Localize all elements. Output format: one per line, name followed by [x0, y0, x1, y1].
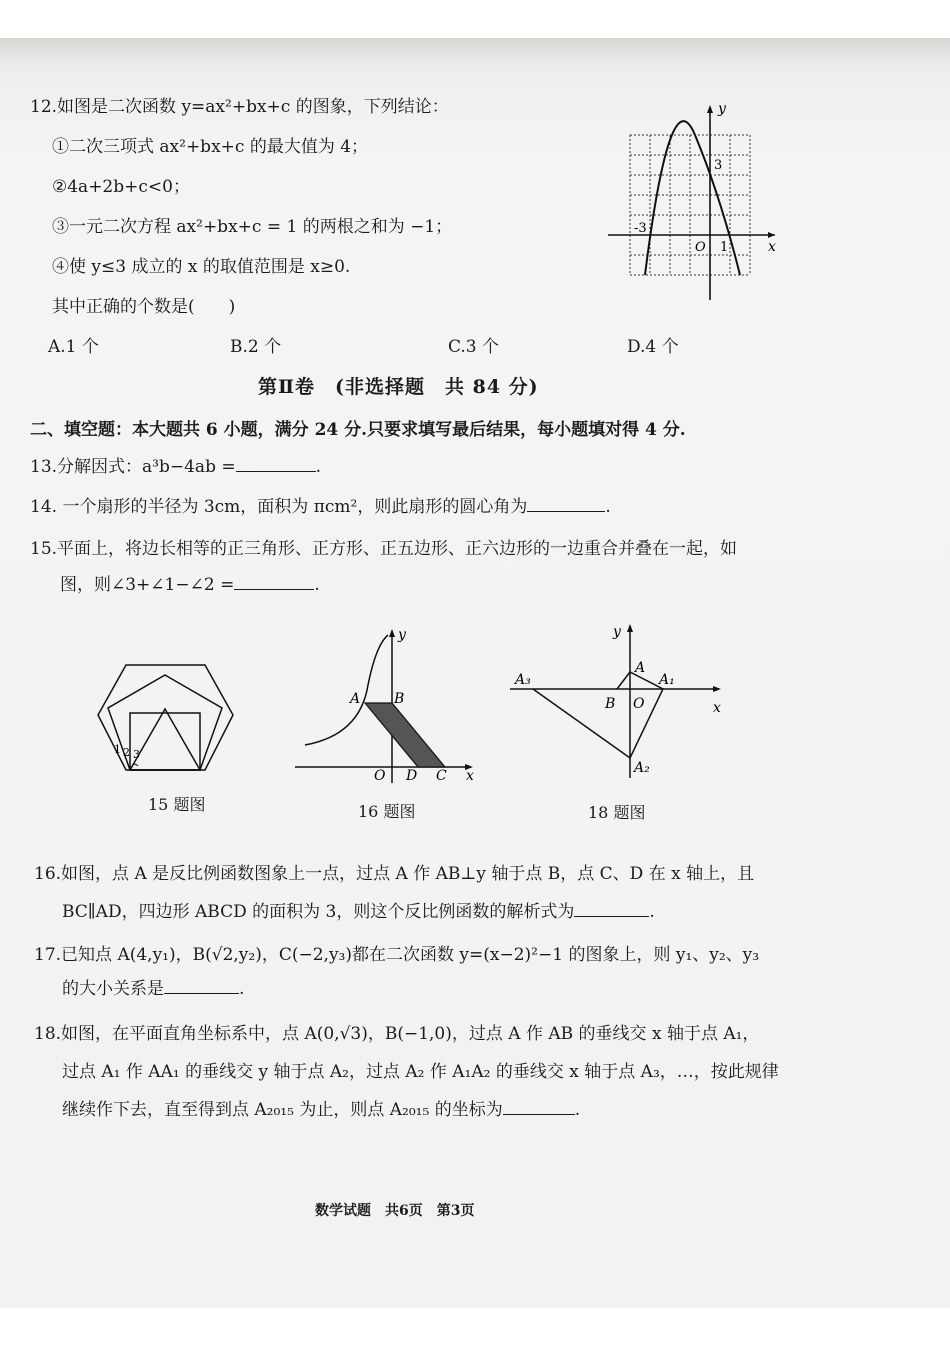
- fig16-label-a: A: [350, 691, 361, 707]
- q18-line-3: [62, 1098, 580, 1122]
- q12-statement-4: ④使 y≤3 成立的 x 的取值范围是 x≥0.: [52, 257, 351, 277]
- q18-answer-blank[interactable]: [503, 1098, 575, 1115]
- q12-label-neg3: -3: [634, 221, 647, 236]
- fig15-angle-1: 1: [114, 743, 121, 756]
- fig18-label-b: B: [605, 696, 616, 712]
- fig16-caption: 16 题图: [358, 802, 416, 821]
- q18-line-1: 18.如图，在平面直角坐标系中，点 A(0,√3)，B(−1,0)，过点 A 作 AB 的垂线交 x 轴于点 A₁，: [34, 1024, 760, 1044]
- fig16-label-b: B: [394, 691, 405, 707]
- q18-period: .: [574, 1100, 581, 1120]
- q16-text: BC∥AD，四边形 ABCD 的面积为 3，则这个反比例函数的解析式为: [62, 902, 575, 922]
- fig18-y-label: y: [613, 624, 621, 640]
- fig18-label-a2: A₂: [634, 760, 650, 776]
- fig18-label-a: A: [635, 660, 646, 676]
- q14: [30, 495, 611, 519]
- q12-option-b: B.2 个: [230, 337, 282, 357]
- fig18-label-a3: A₃: [515, 672, 531, 688]
- q13-answer-blank[interactable]: [236, 455, 316, 472]
- q12-label-1: 1: [720, 240, 729, 255]
- q18-text: 继续作下去，直至得到点 A₂₀₁₅ 为止，则点 A₂₀₁₅ 的坐标为: [62, 1100, 503, 1120]
- q16-line-2: [62, 900, 655, 924]
- q15-line-1: 15.平面上，将边长相等的正三角形、正方形、正五边形、正六边形的一边重合并叠在一起，如: [30, 539, 738, 559]
- q14-text: 14. 一个扇形的半径为 3cm，面积为 πcm²，则此扇形的圆心角为: [30, 497, 528, 517]
- q13-period: .: [315, 457, 321, 477]
- q12-x-label: x: [768, 239, 776, 255]
- section-fill-in: 二、填空题：本大题共 6 小题，满分 24 分.只要求填写最后结果，每小题填对得 4 分.: [30, 420, 686, 440]
- fig15-angle-2: 2: [123, 746, 130, 759]
- q17-line-2: [62, 977, 244, 1001]
- q12-label-origin: O: [695, 240, 706, 255]
- q12-parabola-graph: [600, 95, 785, 310]
- q12-option-c: C.3 个: [448, 337, 500, 357]
- q12-statement-1: ①二次三项式 ax²+bx+c 的最大值为 4；: [52, 137, 369, 157]
- fig18-construction: [505, 620, 735, 780]
- q12-question: 其中正确的个数是( ): [52, 297, 236, 317]
- q18-line-2: 过点 A₁ 作 AA₁ 的垂线交 y 轴于点 A₂，过点 A₂ 作 A₁A₂ 的垂线交 x 轴于点 A₃，…，按此规律: [62, 1062, 779, 1082]
- fig15-caption: 15 题图: [148, 795, 206, 814]
- q17-period: .: [239, 979, 245, 999]
- q15-text: 图，则∠3+∠1−∠2 =: [60, 575, 235, 595]
- q17-answer-blank[interactable]: [164, 977, 239, 994]
- q12-option-d: D.4 个: [627, 337, 679, 357]
- fig16-label-o: O: [374, 768, 386, 784]
- q13: [30, 455, 321, 479]
- q17-line-1: 17.已知点 A(4,y₁)，B(√2,y₂)，C(−2,y₃)都在二次函数 y=(x−2)²−1 的图象上，则 y₁、y₂、y₃: [34, 945, 760, 965]
- fig18-x-label: x: [713, 700, 721, 716]
- q16-answer-blank[interactable]: [574, 900, 649, 917]
- fig15-angle-3: 3: [133, 748, 140, 761]
- fig16-label-d: D: [406, 768, 418, 784]
- fig15-polygons: [90, 660, 240, 785]
- q12-statement-3: ③一元二次方程 ax²+bx+c = 1 的两根之和为 −1；: [52, 217, 453, 237]
- q17-text: 的大小关系是: [62, 979, 164, 999]
- fig16-x-label: x: [466, 768, 474, 784]
- q13-text: 13.分解因式：a³b−4ab =: [30, 457, 236, 477]
- q12-label-3: 3: [714, 158, 723, 173]
- fig16-hyperbola: [290, 625, 485, 785]
- fig18-caption: 18 题图: [588, 803, 646, 822]
- q12-stem: 12.如图是二次函数 y=ax²+bx+c 的图象，下列结论：: [30, 97, 449, 117]
- page-footer: 数学试题 共6页 第3页: [315, 1203, 475, 1219]
- q15-answer-blank[interactable]: [234, 573, 314, 590]
- q12-statement-2: ②4a+2b+c<0；: [52, 177, 190, 197]
- q12-option-a: A.1 个: [48, 337, 99, 357]
- q14-answer-blank[interactable]: [527, 495, 605, 512]
- q16-line-1: 16.如图，点 A 是反比例函数图象上一点，过点 A 作 AB⊥y 轴于点 B，点 C、D 在 x 轴上，且: [34, 864, 755, 884]
- q15-line-2: [60, 573, 320, 597]
- fig18-label-o: O: [633, 696, 645, 712]
- q12-y-label: y: [718, 101, 726, 117]
- q15-period: .: [314, 575, 320, 595]
- fig16-label-c: C: [436, 768, 447, 784]
- q16-period: .: [649, 902, 655, 922]
- q14-period: .: [605, 497, 611, 517]
- part2-title: 第Ⅱ卷 (非选择题 共 84 分): [258, 376, 539, 398]
- fig18-label-a1: A₁: [659, 672, 675, 688]
- fig16-y-label: y: [398, 627, 406, 643]
